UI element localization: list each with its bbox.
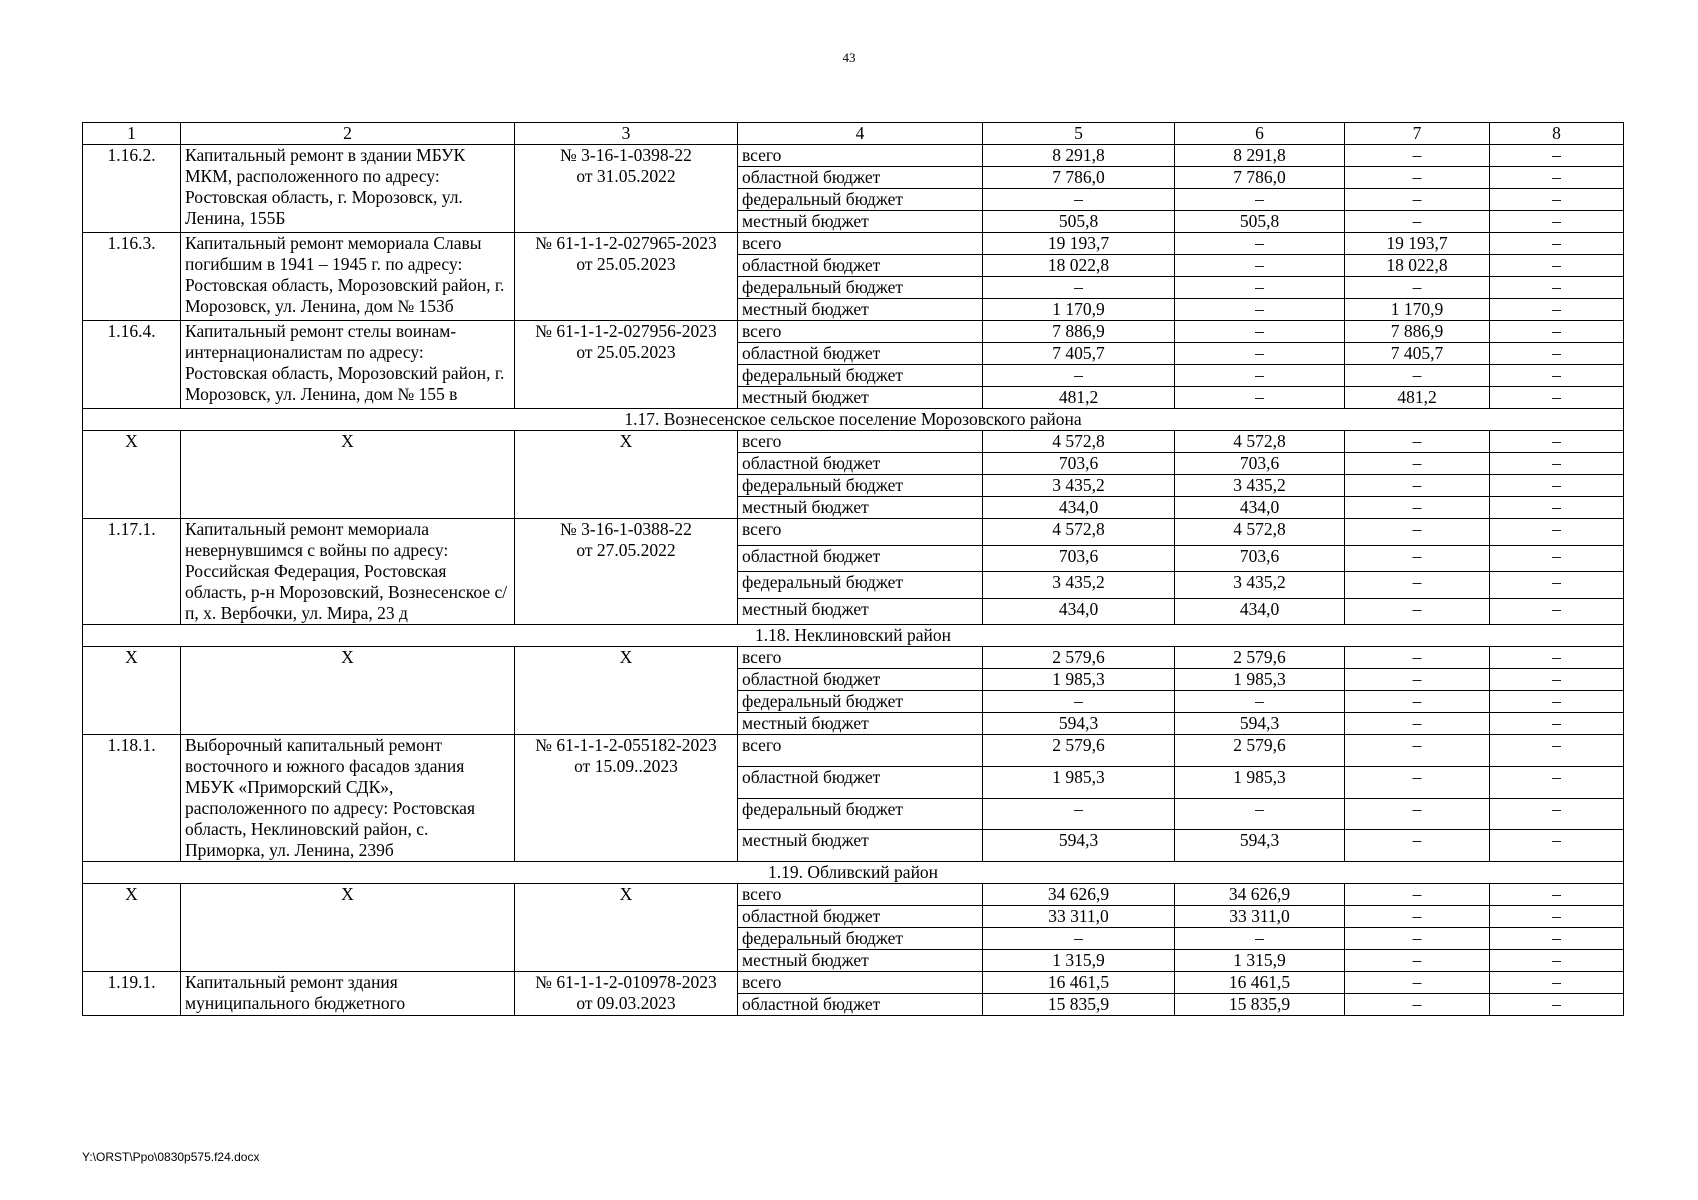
value-col-5: 594,3: [983, 830, 1175, 862]
header-cell-8: 8: [1490, 123, 1624, 145]
value-col-7: –: [1345, 475, 1490, 497]
funding-source: всего: [738, 145, 983, 167]
funding-source: всего: [738, 321, 983, 343]
value-col-6: 2 579,6: [1175, 647, 1345, 669]
value-col-8: –: [1490, 497, 1624, 519]
value-col-7: –: [1345, 365, 1490, 387]
value-col-7: 19 193,7: [1345, 233, 1490, 255]
value-col-8: –: [1490, 884, 1624, 906]
funding-source: местный бюджет: [738, 497, 983, 519]
value-col-8: –: [1490, 343, 1624, 365]
header-cell-3: 3: [515, 123, 738, 145]
value-col-8: –: [1490, 431, 1624, 453]
value-col-7: –: [1345, 145, 1490, 167]
value-col-6: –: [1175, 233, 1345, 255]
value-col-8: –: [1490, 321, 1624, 343]
item-number: 1.16.3.: [83, 233, 181, 321]
value-col-5: 434,0: [983, 497, 1175, 519]
value-col-6: 8 291,8: [1175, 145, 1345, 167]
value-col-5: 4 572,8: [983, 431, 1175, 453]
item-document: [515, 233, 738, 321]
value-col-5: 703,6: [983, 545, 1175, 572]
value-col-8: –: [1490, 545, 1624, 572]
item-name: Капитальный ремонт стелы воинам-интернационалистам по адресу: Ростовская область, Морозовский район, г. Морозовск, ул. Ленина, дом № 155 в: [181, 321, 515, 409]
value-col-6: –: [1175, 387, 1345, 409]
value-col-5: –: [983, 691, 1175, 713]
value-col-7: –: [1345, 545, 1490, 572]
value-col-8: –: [1490, 972, 1624, 994]
value-col-8: –: [1490, 830, 1624, 862]
item-number: 1.19.1.: [83, 972, 181, 1016]
funding-source: областной бюджет: [738, 343, 983, 365]
value-col-5: 4 572,8: [983, 519, 1175, 546]
header-cell-6: 6: [1175, 123, 1345, 145]
value-col-8: –: [1490, 255, 1624, 277]
value-col-7: –: [1345, 497, 1490, 519]
item-document: [515, 972, 738, 1016]
value-col-8: –: [1490, 598, 1624, 625]
document-line: № 61-1-1-2-027956-2023: [535, 321, 717, 341]
value-col-6: –: [1175, 928, 1345, 950]
item-document: [515, 647, 738, 735]
value-col-5: 18 022,8: [983, 255, 1175, 277]
document-line: № 61-1-1-2-010978-2023: [535, 972, 717, 992]
value-col-7: –: [1345, 830, 1490, 862]
value-col-7: –: [1345, 167, 1490, 189]
item-number: X: [83, 884, 181, 972]
value-col-7: –: [1345, 431, 1490, 453]
value-col-6: –: [1175, 277, 1345, 299]
section-title: 1.17. Вознесенское сельское поселение Морозовского района: [83, 409, 1624, 431]
header-cell-4: 4: [738, 123, 983, 145]
funding-source: федеральный бюджет: [738, 928, 983, 950]
item-number: 1.16.2.: [83, 145, 181, 233]
item-name: X: [181, 884, 515, 972]
value-col-5: 7 405,7: [983, 343, 1175, 365]
funding-source: местный бюджет: [738, 713, 983, 735]
value-col-6: 1 985,3: [1175, 766, 1345, 798]
item-name: Капитальный ремонт в здании МБУК МКМ, расположенного по адресу: Ростовская область, г. Морозовск, ул. Ленина, 155Б: [181, 145, 515, 233]
funding-source: всего: [738, 972, 983, 994]
value-col-8: –: [1490, 365, 1624, 387]
value-col-7: 18 022,8: [1345, 255, 1490, 277]
funding-source: федеральный бюджет: [738, 277, 983, 299]
value-col-7: –: [1345, 572, 1490, 599]
funding-source: областной бюджет: [738, 453, 983, 475]
table-row: [83, 884, 1624, 906]
value-col-8: –: [1490, 713, 1624, 735]
value-col-8: –: [1490, 735, 1624, 767]
value-col-7: –: [1345, 972, 1490, 994]
value-col-5: 7 886,9: [983, 321, 1175, 343]
header-cell-1: 1: [83, 123, 181, 145]
table-row: [83, 321, 1624, 343]
item-number: 1.18.1.: [83, 735, 181, 862]
value-col-5: 1 170,9: [983, 299, 1175, 321]
table-row: [83, 647, 1624, 669]
value-col-6: 15 835,9: [1175, 994, 1345, 1016]
section-title: 1.18. Неклиновский район: [83, 625, 1624, 647]
value-col-6: 505,8: [1175, 211, 1345, 233]
value-col-7: 481,2: [1345, 387, 1490, 409]
document-line: № 3-16-1-0398-22: [560, 145, 692, 165]
value-col-7: –: [1345, 211, 1490, 233]
value-col-6: 2 579,6: [1175, 735, 1345, 767]
document-line: от 25.05.2023: [576, 254, 676, 274]
value-col-6: –: [1175, 255, 1345, 277]
item-name: Выборочный капитальный ремонт восточного и южного фасадов здания МБУК «Приморский СДК», расположенного по адресу: Ростовская область, Неклиновский район, с. Приморка, ул. Ленина, 239б: [181, 735, 515, 862]
value-col-5: 34 626,9: [983, 884, 1175, 906]
header-row: [83, 123, 1624, 145]
funding-source: областной бюджет: [738, 255, 983, 277]
funding-source: всего: [738, 647, 983, 669]
value-col-8: –: [1490, 906, 1624, 928]
value-col-6: 3 435,2: [1175, 572, 1345, 599]
document-line: от 31.05.2022: [576, 166, 676, 186]
value-col-7: 7 886,9: [1345, 321, 1490, 343]
value-col-6: 1 985,3: [1175, 669, 1345, 691]
table-row: [83, 233, 1624, 255]
value-col-8: –: [1490, 277, 1624, 299]
value-col-7: –: [1345, 691, 1490, 713]
value-col-8: –: [1490, 798, 1624, 830]
item-document: [515, 145, 738, 233]
value-col-6: 434,0: [1175, 497, 1345, 519]
document-line: X: [619, 431, 633, 451]
value-col-7: –: [1345, 928, 1490, 950]
value-col-8: –: [1490, 233, 1624, 255]
header-cell-5: 5: [983, 123, 1175, 145]
section-row: [83, 862, 1624, 884]
funding-source: областной бюджет: [738, 545, 983, 572]
item-document: [515, 735, 738, 862]
value-col-7: –: [1345, 189, 1490, 211]
value-col-6: 434,0: [1175, 598, 1345, 625]
footer-file-path: Y:\ORST\Ppo\0830p575.f24.docx: [82, 1150, 260, 1164]
funding-source: областной бюджет: [738, 669, 983, 691]
item-document: [515, 431, 738, 519]
value-col-5: 1 985,3: [983, 766, 1175, 798]
value-col-6: –: [1175, 299, 1345, 321]
value-col-7: –: [1345, 798, 1490, 830]
value-col-6: –: [1175, 343, 1345, 365]
value-col-7: –: [1345, 519, 1490, 546]
value-col-8: –: [1490, 572, 1624, 599]
funding-source: местный бюджет: [738, 211, 983, 233]
value-col-7: –: [1345, 735, 1490, 767]
value-col-8: –: [1490, 189, 1624, 211]
funding-source: местный бюджет: [738, 387, 983, 409]
value-col-7: –: [1345, 906, 1490, 928]
page-number: 43: [842, 50, 856, 65]
funding-source: федеральный бюджет: [738, 365, 983, 387]
funding-source: местный бюджет: [738, 299, 983, 321]
table-row: [83, 972, 1624, 994]
header-cell-7: 7: [1345, 123, 1490, 145]
value-col-5: 481,2: [983, 387, 1175, 409]
value-col-6: 594,3: [1175, 830, 1345, 862]
value-col-8: –: [1490, 994, 1624, 1016]
value-col-8: –: [1490, 475, 1624, 497]
value-col-7: –: [1345, 713, 1490, 735]
value-col-5: 703,6: [983, 453, 1175, 475]
funding-source: всего: [738, 431, 983, 453]
item-number: X: [83, 431, 181, 519]
section-row: [83, 409, 1624, 431]
value-col-6: –: [1175, 189, 1345, 211]
item-number: 1.17.1.: [83, 519, 181, 625]
funding-source: всего: [738, 519, 983, 546]
value-col-8: –: [1490, 928, 1624, 950]
table-row: [83, 145, 1624, 167]
value-col-6: 7 786,0: [1175, 167, 1345, 189]
value-col-5: –: [983, 798, 1175, 830]
value-col-8: –: [1490, 145, 1624, 167]
value-col-5: –: [983, 928, 1175, 950]
value-col-5: 1 315,9: [983, 950, 1175, 972]
item-name: Капитальный ремонт здания муниципального бюджетного: [181, 972, 515, 1016]
item-document: [515, 321, 738, 409]
value-col-5: –: [983, 277, 1175, 299]
value-col-5: 8 291,8: [983, 145, 1175, 167]
funding-source: федеральный бюджет: [738, 189, 983, 211]
value-col-7: –: [1345, 277, 1490, 299]
value-col-5: 594,3: [983, 713, 1175, 735]
funding-source: областной бюджет: [738, 167, 983, 189]
funding-source: всего: [738, 884, 983, 906]
section-row: [83, 625, 1624, 647]
value-col-7: –: [1345, 994, 1490, 1016]
funding-source: местный бюджет: [738, 950, 983, 972]
value-col-5: 7 786,0: [983, 167, 1175, 189]
document-line: X: [619, 884, 633, 904]
table-row: [83, 431, 1624, 453]
document-line: от 09.03.2023: [576, 993, 676, 1013]
value-col-6: 1 315,9: [1175, 950, 1345, 972]
funding-source: областной бюджет: [738, 994, 983, 1016]
item-name: X: [181, 431, 515, 519]
value-col-5: 2 579,6: [983, 735, 1175, 767]
item-name: X: [181, 647, 515, 735]
value-col-6: –: [1175, 365, 1345, 387]
value-col-5: 3 435,2: [983, 475, 1175, 497]
funding-source: федеральный бюджет: [738, 691, 983, 713]
value-col-8: –: [1490, 453, 1624, 475]
funding-source: федеральный бюджет: [738, 475, 983, 497]
value-col-6: 703,6: [1175, 545, 1345, 572]
value-col-7: –: [1345, 950, 1490, 972]
value-col-7: –: [1345, 453, 1490, 475]
document-line: от 25.05.2023: [576, 342, 676, 362]
value-col-8: –: [1490, 299, 1624, 321]
value-col-5: 434,0: [983, 598, 1175, 625]
value-col-5: 2 579,6: [983, 647, 1175, 669]
value-col-8: –: [1490, 211, 1624, 233]
value-col-6: 703,6: [1175, 453, 1345, 475]
value-col-7: –: [1345, 669, 1490, 691]
value-col-7: 1 170,9: [1345, 299, 1490, 321]
item-document: [515, 884, 738, 972]
value-col-8: –: [1490, 647, 1624, 669]
value-col-6: –: [1175, 691, 1345, 713]
value-col-7: 7 405,7: [1345, 343, 1490, 365]
value-col-6: 4 572,8: [1175, 519, 1345, 546]
value-col-5: 19 193,7: [983, 233, 1175, 255]
value-col-5: 1 985,3: [983, 669, 1175, 691]
item-name: Капитальный ремонт мемориала невернувшимся с войны по адресу: Российская Федерация, Ростовская область, р-н Морозовский, Вознесенское с/п, х. Вербочки, ул. Мира, 23 д: [181, 519, 515, 625]
value-col-5: –: [983, 189, 1175, 211]
value-col-8: –: [1490, 766, 1624, 798]
value-col-6: 3 435,2: [1175, 475, 1345, 497]
value-col-5: 15 835,9: [983, 994, 1175, 1016]
table-row: [83, 519, 1624, 546]
value-col-6: 594,3: [1175, 713, 1345, 735]
funding-source: областной бюджет: [738, 766, 983, 798]
value-col-5: 33 311,0: [983, 906, 1175, 928]
document-line: от 15.09..2023: [574, 756, 678, 776]
item-document: [515, 519, 738, 625]
section-title: 1.19. Обливский район: [83, 862, 1624, 884]
value-col-8: –: [1490, 519, 1624, 546]
value-col-7: –: [1345, 766, 1490, 798]
value-col-6: –: [1175, 798, 1345, 830]
value-col-6: 4 572,8: [1175, 431, 1345, 453]
funding-source: федеральный бюджет: [738, 572, 983, 599]
value-col-8: –: [1490, 669, 1624, 691]
value-col-8: –: [1490, 387, 1624, 409]
funding-source: местный бюджет: [738, 598, 983, 625]
value-col-5: 3 435,2: [983, 572, 1175, 599]
header-cell-2: 2: [181, 123, 515, 145]
value-col-6: 33 311,0: [1175, 906, 1345, 928]
table-row: [83, 735, 1624, 767]
value-col-5: 505,8: [983, 211, 1175, 233]
document-line: № 61-1-1-2-055182-2023: [535, 735, 717, 755]
value-col-6: 16 461,5: [1175, 972, 1345, 994]
document-line: № 61-1-1-2-027965-2023: [535, 233, 717, 253]
funding-source: всего: [738, 233, 983, 255]
value-col-5: 16 461,5: [983, 972, 1175, 994]
document-line: от 27.05.2022: [576, 540, 676, 560]
funding-source: местный бюджет: [738, 830, 983, 862]
value-col-8: –: [1490, 167, 1624, 189]
document-line: X: [619, 647, 633, 667]
value-col-8: –: [1490, 950, 1624, 972]
value-col-8: –: [1490, 691, 1624, 713]
item-name: Капитальный ремонт мемориала Славы погибшим в 1941 – 1945 г. по адресу: Ростовская область, Морозовский район, г. Морозовск, ул. Ленина, дом № 153б: [181, 233, 515, 321]
funding-source: всего: [738, 735, 983, 767]
item-number: X: [83, 647, 181, 735]
value-col-7: –: [1345, 647, 1490, 669]
value-col-7: –: [1345, 884, 1490, 906]
value-col-6: –: [1175, 321, 1345, 343]
document-line: № 3-16-1-0388-22: [560, 519, 692, 539]
budget-table: [82, 122, 1624, 1016]
value-col-7: –: [1345, 598, 1490, 625]
item-number: 1.16.4.: [83, 321, 181, 409]
funding-source: федеральный бюджет: [738, 798, 983, 830]
funding-source: областной бюджет: [738, 906, 983, 928]
value-col-6: 34 626,9: [1175, 884, 1345, 906]
value-col-5: –: [983, 365, 1175, 387]
